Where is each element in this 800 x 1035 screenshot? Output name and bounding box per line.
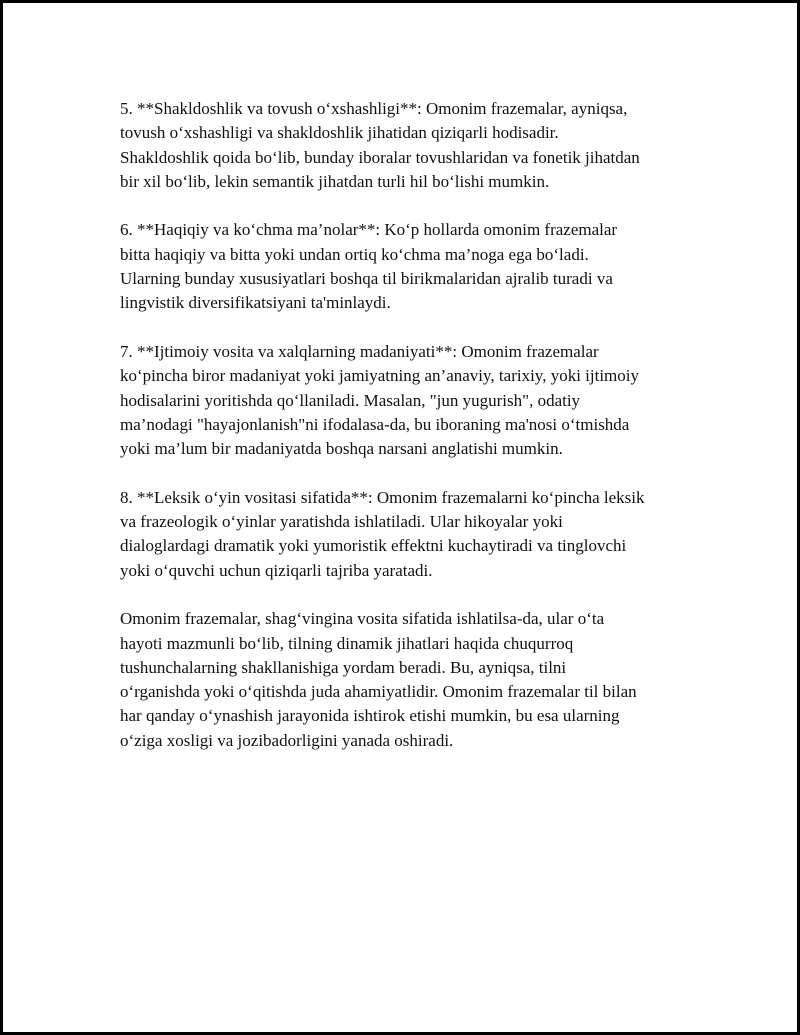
text-line: dialoglardagi dramatik yoki yumoristik effektni kuchaytiradi va tinglovchi (120, 536, 627, 556)
text-line: tovush o‘xshashligi va shakldoshlik jihatidan qiziqarli hodisadir. (120, 123, 559, 143)
paragraph-8-leksik-oyin (120, 486, 700, 583)
text-line: lingvistik diversifikatsiyani ta'minlaydi. (120, 293, 391, 313)
text-line: 7. **Ijtimoiy vosita va xalqlarning madaniyati**: Omonim frazemalar (120, 341, 599, 361)
text-line: ma’nodagi "hayajonlanish"ni ifodalasa-da, bu iboraning ma'nosi o‘tmishda (120, 414, 630, 434)
text-line: Shakldoshlik qoida bo‘lib, bunday iboralar tovushlaridan va fonetik jihatdan (120, 147, 640, 167)
text-line: hayoti mazmunli bo‘lib, tilning dinamik jihatlari haqida chuqurroq (120, 633, 574, 653)
paragraph-conclusion (120, 607, 700, 753)
text-line: Omonim frazemalar, shag‘vingina vosita sifatida ishlatilsa-da, ular o‘ta (120, 609, 605, 629)
text-line: 5. **Shakldoshlik va tovush o‘xshashligi**: Omonim frazemalar, ayniqsa, (120, 99, 628, 118)
document-body (120, 97, 700, 777)
text-line: har qanday o‘ynashish jarayonida ishtirok etishi mumkin, bu esa ularning (120, 706, 620, 726)
text-line: Ularning bunday xususiyatlari boshqa til birikmalaridan ajralib turadi va (120, 269, 613, 289)
text-line: 6. **Haqiqiy va ko‘chma ma’nolar**: Ko‘p hollarda omonim frazemalar (120, 220, 618, 240)
text-line: 8. **Leksik o‘yin vositasi sifatida**: Omonim frazemalarni ko‘pincha leksik (120, 487, 645, 507)
text-line: yoki o‘quvchi uchun qiziqarli tajriba yaratadi. (120, 560, 433, 580)
text-line: hodisalarini yoritishda qo‘llaniladi. Masalan, "jun yugurish", odatiy (120, 390, 581, 410)
text-line: o‘ziga xosligi va jozibadorligini yanada oshiradi. (120, 730, 454, 750)
text-line: ko‘pincha biror madaniyat yoki jamiyatning an’anaviy, tarixiy, yoki ijtimoiy (120, 366, 640, 386)
text-line: bitta haqiqiy va bitta yoki undan ortiq ko‘chma ma’noga ega bo‘ladi. (120, 244, 589, 264)
text-line: o‘rganishda yoki o‘qitishda juda ahamiyatlidir. Omonim frazemalar til bilan (120, 682, 637, 702)
paragraph-6-haqiqiy-kochma (120, 218, 700, 315)
paragraph-7-ijtimoiy-vosita (120, 340, 700, 461)
text-line: va frazeologik o‘yinlar yaratishda ishlatiladi. Ular hikoyalar yoki (120, 512, 563, 532)
text-line: bir xil bo‘lib, lekin semantik jihatdan turli hil bo‘lishi mumkin. (120, 171, 550, 191)
text-line: yoki ma’lum bir madaniyatda boshqa narsani anglatishi mumkin. (120, 439, 563, 459)
paragraph-5-shakldoshlik (120, 97, 700, 194)
text-line: tushunchalarning shakllanishiga yordam beradi. Bu, ayniqsa, tilni (120, 657, 567, 677)
